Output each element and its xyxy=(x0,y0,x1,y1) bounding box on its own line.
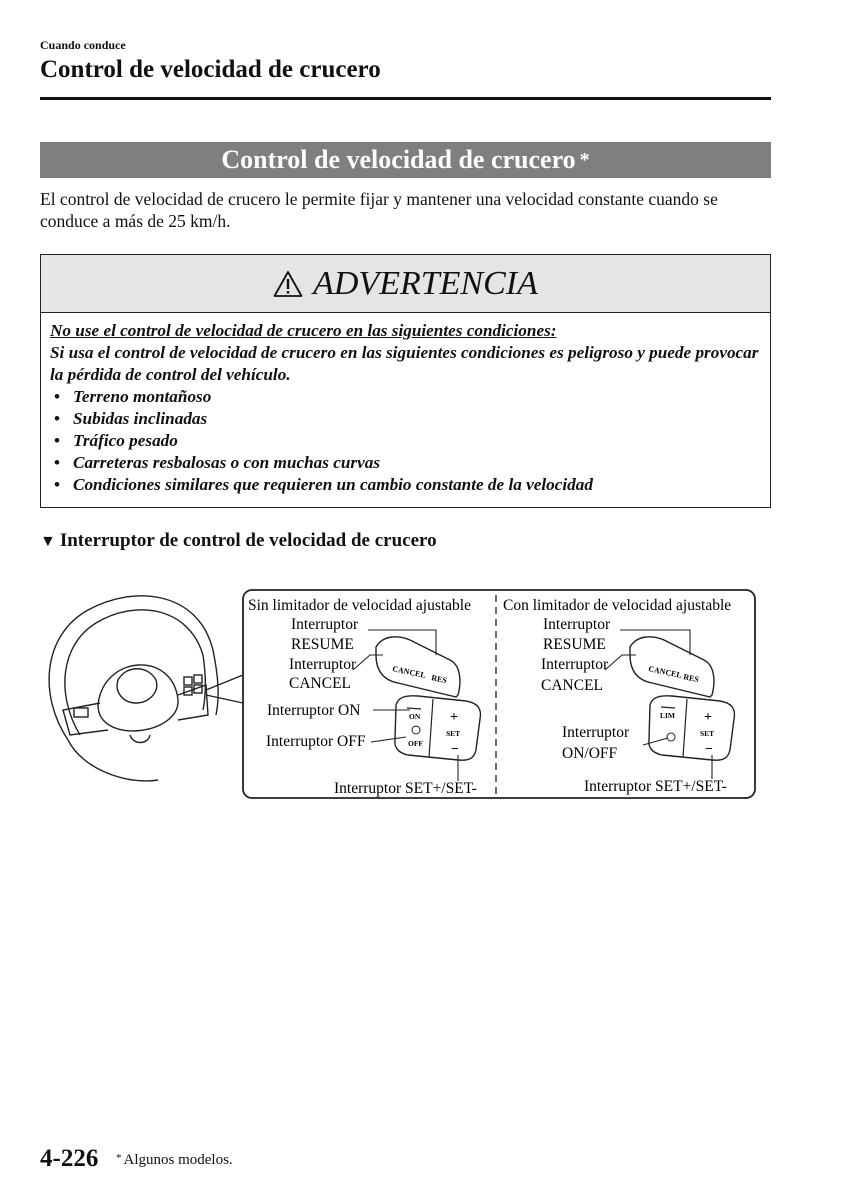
switch-diagram xyxy=(38,585,763,805)
subsection-marker: ▼ xyxy=(40,533,56,550)
page-title: Control de velocidad de crucero xyxy=(40,56,381,83)
right-cancel-res-switch xyxy=(630,637,714,697)
warning-header xyxy=(41,255,770,313)
switch-figure xyxy=(38,585,763,805)
right-resume-label-line1: Interruptor xyxy=(543,616,611,633)
left-on-text: ON xyxy=(409,712,421,721)
right-onoff-label-line2: ON/OFF xyxy=(562,745,618,762)
banner-title: Control de velocidad de crucero xyxy=(221,145,576,174)
left-plus-text: + xyxy=(450,710,458,725)
steering-wheel-illustration xyxy=(49,596,243,781)
page-number: 4-226 xyxy=(40,1145,99,1172)
left-resume-label-line1: Interruptor xyxy=(291,616,359,633)
warning-list-item: • Terreno montañoso xyxy=(50,386,770,408)
subsection-heading xyxy=(40,530,437,552)
right-plus-text: + xyxy=(704,710,712,725)
right-minus-text: − xyxy=(705,742,713,757)
warning-lead-underlined: No use el control de velocidad de crucero en las siguientes condiciones: xyxy=(50,321,557,340)
right-cancel-label-line2: CANCEL xyxy=(541,677,603,694)
left-set-label: Interruptor SET+/SET- xyxy=(334,780,477,797)
right-set-label: Interruptor SET+/SET- xyxy=(584,778,727,795)
right-cancel-text: CANCEL xyxy=(647,664,683,680)
warning-triangle-icon xyxy=(273,270,303,298)
right-res-text: RES xyxy=(682,672,700,685)
right-resume-label-line2: RESUME xyxy=(543,636,606,653)
footnote-star: * xyxy=(116,1152,122,1164)
right-onoff-label-line1: Interruptor xyxy=(562,724,630,741)
right-lim-set-switch xyxy=(649,696,735,760)
right-lim-text: LIM xyxy=(660,711,675,720)
warning-box xyxy=(40,254,771,508)
left-onoff-set-switch xyxy=(395,696,481,760)
warning-lead-text: Si usa el control de velocidad de crucero en las siguientes condiciones es peligroso y puede provocar la pérdida de control del vehículo. xyxy=(50,343,759,384)
left-on-label: Interruptor ON xyxy=(267,702,361,719)
left-minus-text: − xyxy=(451,742,459,757)
left-resume-label-line2: RESUME xyxy=(291,636,354,653)
warning-list xyxy=(50,386,770,496)
left-cancel-text: CANCEL xyxy=(391,664,427,680)
left-panel-title: Sin limitador de velocidad ajustable xyxy=(248,597,471,614)
right-cancel-label-line1: Interruptor xyxy=(541,656,609,673)
subsection-title: Interruptor de control de velocidad de crucero xyxy=(59,530,437,551)
warning-heading: ADVERTENCIA xyxy=(313,264,538,302)
warning-body xyxy=(41,313,770,496)
left-cancel-res-switch xyxy=(376,637,460,697)
banner-star: * xyxy=(579,149,590,171)
left-off-text: OFF xyxy=(408,739,423,748)
warning-list-item: • Condiciones similares que requieren un cambio constante de la velocidad xyxy=(50,474,770,496)
right-leader-lines xyxy=(605,630,715,779)
footnote-text: Algunos modelos. xyxy=(123,1152,233,1168)
left-res-text: RES xyxy=(430,673,448,686)
right-set-text: SET xyxy=(700,729,715,738)
right-panel-title: Con limitador de velocidad ajustable xyxy=(503,597,732,614)
warning-list-item: • Carreteras resbalosas o con muchas curvas xyxy=(50,452,770,474)
section-label: Cuando conduce xyxy=(40,38,126,52)
title-rule xyxy=(40,97,771,100)
left-set-text: SET xyxy=(446,729,461,738)
warning-list-item: • Subidas inclinadas xyxy=(50,408,770,430)
left-cancel-label-line2: CANCEL xyxy=(289,675,351,692)
intro-paragraph: El control de velocidad de crucero le permite fijar y mantener una velocidad constante cuando se conduce a más de 25 km/h. xyxy=(40,189,718,231)
left-cancel-label-line1: Interruptor xyxy=(289,656,357,673)
section-banner xyxy=(40,142,771,178)
footnote xyxy=(116,1152,233,1169)
left-off-label: Interruptor OFF xyxy=(266,733,366,750)
warning-list-item: • Tráfico pesado xyxy=(50,430,770,452)
